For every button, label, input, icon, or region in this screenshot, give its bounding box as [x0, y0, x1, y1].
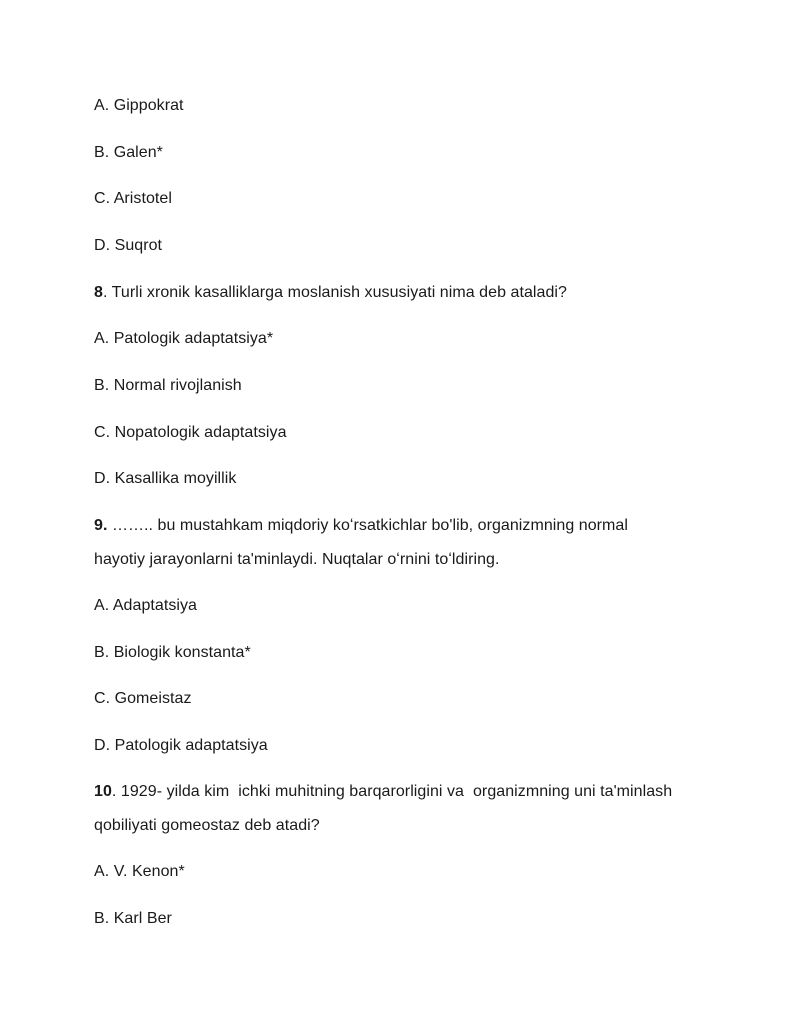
q8-option-a: A. Patologik adaptatsiya* [94, 330, 274, 347]
q9-option-b: B. Biologik konstanta* [94, 644, 251, 661]
q7-option-d: D. Suqrot [94, 237, 163, 254]
q10-text-line1: . 1929- yilda kim ichki muhitning barqarorligini va organizmning uni ta'minlash [111, 783, 673, 800]
q10-question-line1 [94, 782, 672, 802]
q10-option-a: A. V. Kenon* [94, 863, 185, 880]
q10-question-line2: qobiliyati gomeostaz deb atadi? [94, 817, 320, 834]
q8-option-c: C. Nopatologik adaptatsiya [94, 424, 287, 441]
q7-option-c: C. Aristotel [94, 190, 172, 207]
q9-option-c: C. Gomeistaz [94, 690, 192, 707]
q8-number: 8 [94, 284, 103, 301]
q7-option-a: A. Gippokrat [94, 97, 184, 114]
q9-number: 9. [94, 517, 108, 534]
q9-text-line1: …….. bu mustahkam miqdoriy koʻrsatkichlar bo'lib, organizmning normal [107, 517, 628, 534]
q9-option-d: D. Patologik adaptatsiya [94, 737, 268, 754]
q10-number: 10 [94, 783, 112, 800]
q7-option-b: B. Galen* [94, 144, 163, 161]
q9-question-line1 [94, 516, 628, 536]
q10-option-b: B. Karl Ber [94, 910, 172, 927]
q9-option-a: A. Adaptatsiya [94, 597, 197, 614]
q8-text: . Turli xronik kasalliklarga moslanish xususiyati nima deb ataladi? [102, 284, 567, 301]
q8-option-d: D. Kasallika moyillik [94, 470, 237, 487]
q8-question [94, 283, 567, 303]
q9-question-line2: hayotiy jarayonlarni ta'minlaydi. Nuqtalar oʻrnini toʻldiring. [94, 551, 500, 568]
q8-option-b: B. Normal rivojlanish [94, 377, 242, 394]
